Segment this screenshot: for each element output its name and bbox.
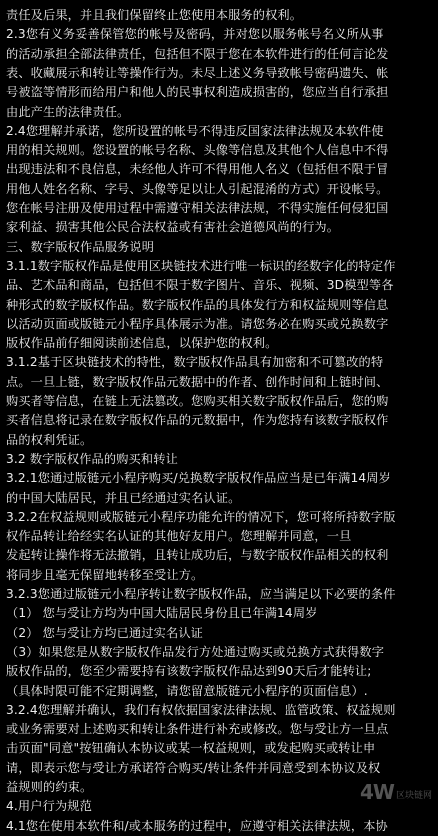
document-line: 3.2.3您通过版链元小程序转让数字版权作品，应当满足以下必要的条件: [6, 587, 396, 601]
document-line: 版权作品的，您至少需要持有该数字版权作品达到90天后才能转让;: [6, 664, 372, 679]
document-line: 购买者等信息，在链上无法篡改。您购买相关数字版权作品后，您的购: [6, 394, 389, 408]
document-line: 用他人姓名名称、字号、头像等足以让人引起混淆的方式）开设帐号。: [6, 181, 389, 196]
document-line: 击页面"同意"按钮确认本协议或某一权益规则，或发起购买或转让申: [6, 741, 376, 756]
document-line: （2） 您与受让方均已通过实名认证: [6, 625, 203, 640]
document-line: （3）如果您是从数字版权作品发行方处通过购买或兑换方式获得数字: [6, 644, 385, 659]
document-line: 品、艺术品和商品，包括但不限于数字图片、音乐、视频、3D模型等各: [6, 278, 394, 293]
document-line: 的中国大陆居民，并且已经通过实名认证。: [6, 490, 241, 505]
document-line: 3.2.1您通过版链元小程序购买/兑换数字版权作品应当是已年满14周岁: [6, 471, 391, 486]
document-line: 2.3您有义务妥善保管您的帐号及密码，并对您以服务帐号名义所从事: [6, 27, 384, 42]
document-line: 种形式的数字版权作品。数字版权作品的具体发行方和权益规则等信息: [6, 297, 389, 312]
document-line: 出现违法和不良信息，未经他人许可不得用他人名义（包括但不限于冒: [6, 162, 389, 177]
document-line: 益规则的约束。: [6, 780, 93, 794]
document-line: （1） 您与受让方均为中国大陆居民身份且已年满14周岁: [6, 606, 318, 621]
document-line: 的活动承担全部法律责任，包括但不限于您在本软件进行的任何言论发: [6, 46, 389, 61]
document-line: 三、数字版权作品服务说明: [6, 239, 155, 254]
document-line: 品的权利凭证。: [6, 432, 93, 447]
document-line: 3.1.2基于区块链技术的特性，数字版权作品具有加密和不可篡改的特: [6, 355, 384, 370]
document-line: 2.4您理解并承诺，您所设置的帐号不得违反国家法律法规及本软件使: [6, 123, 384, 138]
document-line: 将同步且毫无保留地转移至受让方。: [6, 567, 204, 582]
watermark-logo: 4W: [360, 780, 394, 804]
document-line: 3.1.1数字版权作品是使用区块链技术进行唯一标识的经数字化的特定作: [6, 258, 396, 273]
document-line: 表、收藏展示和转让等操作行为。未尽上述义务导致帐号密码遗失、帐: [6, 65, 389, 80]
document-line: （具体时限可能不定期调整，请您留意版链元小程序的页面信息）.: [6, 683, 368, 698]
document-line: 家利益、损害其他公民合法权益或有害社会道德风尚的行为。: [6, 220, 340, 235]
document-line: 或业务需要对上述购买和转让条件进行补充或修改。您与受让方一旦点: [6, 722, 389, 737]
document-line: 4.1您在使用本软件和/或本服务的过程中，应遵守相关法律法规，本协: [6, 818, 388, 833]
document-line: 由此产生的法律责任。: [6, 104, 130, 119]
document-line: 责任及后果，并且我们保留终止您使用本服务的权利。: [6, 8, 303, 22]
document-line: 3.2 数字版权作品的购买和转让: [6, 451, 178, 466]
document-line: 发起转让操作将无法撤销，且转让成功后，与数字版权作品相关的权利: [6, 548, 389, 563]
document-line: 3.2.4您理解并确认，我们有权依据国家法律法规、监管政策、权益规则: [6, 702, 396, 717]
site-watermark: [354, 776, 432, 802]
document-line: 号被盗等情形而给用户和他人的民事权利造成损害的，您应当自行承担: [6, 85, 389, 100]
document-line: 以活动页面或版链元小程序具体展示为准。请您务必在购买或兑换数字: [6, 316, 389, 331]
watermark-text: 区块链网: [395, 791, 432, 801]
document-line: 点。一旦上链，数字版权作品元数据中的作者、创作时间和上链时间、: [6, 374, 389, 389]
document-line: 4.用户行为规范: [6, 799, 92, 814]
document-line: 买者信息将记录在数字版权作品的元数据中，作为您持有该数字版权作: [6, 413, 389, 428]
document-line: 用的相关规则。您设置的帐号名称、头像等信息及其他个人信息中不得: [6, 143, 389, 158]
document-line: 请，即表示您与受让方承诺符合购买/转让条件并同意受到本协议及权: [6, 760, 381, 775]
document-line: 权作品转让给经实名认证的其他好友用户。您理解并同意，一旦: [6, 529, 352, 544]
document-line: 3.2.2在权益规则或版链元小程序功能允许的情况下，您可将所持数字版: [6, 509, 396, 524]
document-line: 您在帐号注册及使用过程中需遵守相关法律法规，不得实施任何侵犯国: [6, 201, 389, 215]
document-line: 版权作品前仔细阅读前述信息，以保护您的权利。: [6, 336, 278, 351]
